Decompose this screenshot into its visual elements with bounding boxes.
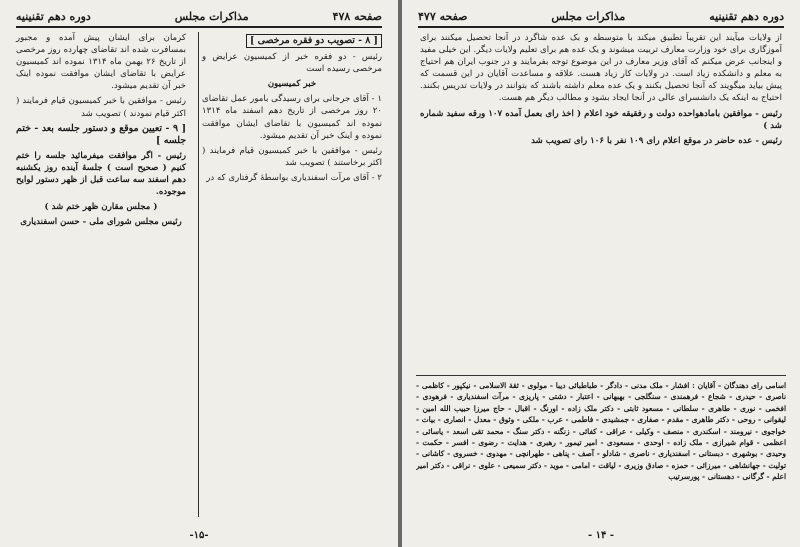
left-page-title: مذاکرات مجلس bbox=[174, 9, 249, 23]
paragraph: از ولایات میآیند این تقریباً تطبیق میکند با متوسطه و بک عده شاگرد در آنجا تحصیل میکنند برای آموزگاری برای خود وزارت معارف تربیت میشوند و یک عده هم برای تعلیم ولایات دیگر. این خیلی مفید و اینجانب عرض میکنم که آقای وزیر معارف در این موضوع توجه بفرمایند و در جنوب ایران هم احتیاج به معلم و دانشکده زیاد است. در ولایات کار زیاد هست. علاقه و مساعدت آقایان در این قسمت که پیش بیاید میگویند که آنجا تحصیل بکنند و یک عده معلم داشته باشند که بتوانند در ولایات تدریس بکنند. احتیاج به اینکه یک دانشسرای عالی در آنجا ایجاد بشود و مطالب دیگر هم هست. bbox=[420, 33, 782, 104]
paragraph: ۱ - آقای جرجانی برای رسیدگی بامور عمل تقاضای ۲۰ روز مرخصی از تاریخ دهم اسفند ماه ۱۳۱۴ نموده اند کمیسیون با تقاضای ایشان موافقت نموده و اینک خبر آن تقدیم میشود. bbox=[202, 94, 382, 141]
left-page-session: دوره دهم تقنینیه bbox=[16, 9, 91, 23]
adjournment-note: ( مجلس مقارن ظهر ختم شد ) bbox=[44, 202, 158, 213]
right-page-number: صفحه ۴۷۷ bbox=[418, 9, 468, 23]
paragraph: رئیس - اگر موافقت میفرمائید جلسه را ختم کنیم ( صحیح است ) جلسهٔ آینده روز یکشنبه دهم اسفند سه ساعت قبل از ظهر دستور لوایح موجوده. bbox=[16, 150, 186, 198]
right-page bbox=[402, 0, 800, 547]
paragraph: رئیس - دو فقره خبر از کمیسیون عرایض و مرخصی رسیده است bbox=[202, 52, 382, 75]
section-heading-adjourn: [ ۹ - تعیین موقع و دستور جلسه بعد - ختم جلسه ] bbox=[16, 122, 187, 146]
column-divider bbox=[198, 32, 199, 517]
left-page-number: صفحه ۴۷۸ bbox=[332, 9, 382, 23]
right-page-body bbox=[416, 32, 786, 362]
right-page-header bbox=[418, 6, 784, 28]
paragraph: رئیس - موافقین با خبر کمیسیون قیام فرمایند ( اکثر قیام نمودند ) تصویب شد bbox=[16, 96, 186, 119]
paragraph: رئیس - موافقین با خبر کمیسیون قیام فرمایند ( اکثر برخاستند ) تصویب شد bbox=[202, 145, 382, 168]
left-page-column-left bbox=[12, 32, 190, 523]
left-page-header bbox=[16, 6, 382, 28]
right-page-title: مذاکرات مجلس bbox=[551, 9, 626, 23]
vote-announcement: رئیس - موافقین بامادهواحده دولت و رفقیقه خود اعلام ( اخذ رای بعمل آمده ۱۰۷ ورقه سفید شماره شد ) bbox=[420, 108, 782, 131]
vote-result: رئیس - عده حاضر در موقع اعلام رای ۱۰۹ نفر با ۱۰۶ رای تصویب شد bbox=[531, 135, 782, 146]
commission-report-title: خبر کمیسیون bbox=[267, 79, 317, 90]
right-page-session: دوره دهم تقنینیه bbox=[709, 9, 784, 23]
paragraph: ۲ - آقای مرآت اسفندیاری بواسطهٔ گرفتاری که در bbox=[206, 172, 382, 183]
section-heading-leave: [ ۸ - تصویب دو فقره مرخصی ] bbox=[246, 34, 382, 48]
paragraph: کرمان برای ایشان پیش آمده و مجبور بمسافرت شده اند تقاضای چهارده روز مرخصی از تاریخ ۲۶ بهمن ماه ۱۳۱۴ نموده اند کمیسیون عرایض با تقاضای ایشان موافقت نموده اینک خبر آن تقدیم میشود. bbox=[16, 33, 186, 92]
right-page-footer: - ۱۴ - bbox=[587, 530, 614, 541]
signature-line: رئیس مجلس شورای ملی - حسن اسفندیاری bbox=[20, 217, 182, 228]
left-page-footer: -۱۵- bbox=[189, 530, 209, 541]
left-page bbox=[0, 0, 398, 547]
voters-list: اسامی رای دهندگان - آقایان : افشار - ملک مدنی - دادگر - طباطبائی دیبا - مولوی - ثقة الاسلامی - نیکپور - کاظمی - ناصری - حیدری - شجاع - فرهمندی - سنگلجی - بهبهانی - اعتبار - دشتی - پاریزی - مرآت اسفندیاری - فرهودی - افخمی - نوری - طاهری - سلطانی - مسعود ثابتی - دکتر ملک زاده - اورنگ - اقبال - حاج میرزا حبیب الله امین - لیقوانی - روحی - دکتر طاهری - مقدم - صفاری - جمشیدی - فاطمی - عرب - ملکی - وثوق - معدل - انصاری - بیات - خواجوی - نیرومند - اسکندری - منصف - وکیلی - عراقی - کفائی - زنگنه - دکتر سنگ - محمد تقی اسعد - یاسائی - اعظمی - قوام شیرازی - ملک زاده - اوحدی - مسعودی - امیر تیمور - رهبری - هدایت - رضوی - افسر - حکمت - وحیدی - بوشهری - دبستانی - اسفندیاری - ناصری - شادلو - آصف - پناهی - طهرانچی - مهدوی - خسروی - کاشانی - تولیت - جهانشاهی - میرزائی - حمزه - صادق وزیری - لیاقت - امامی - موید - دکتر سمیعی - علوی - نراقی - دکتر امیر اعلم - گرگانی - دهستانی - پورسرتیب bbox=[416, 375, 786, 523]
left-page-column-right bbox=[198, 32, 386, 523]
